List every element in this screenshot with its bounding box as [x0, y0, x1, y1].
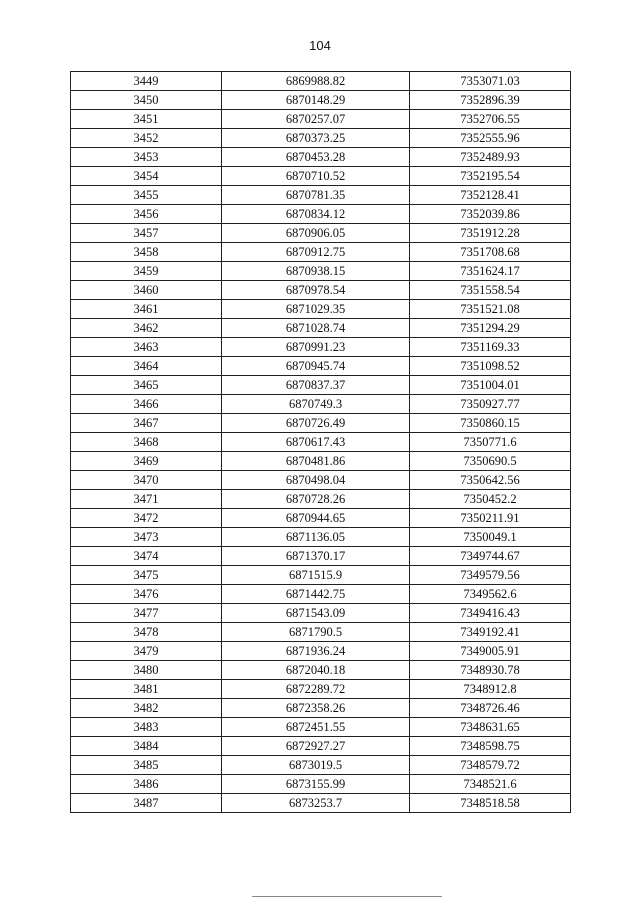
page-number: 104 [309, 38, 331, 53]
x-coordinate-cell: 6870944.65 [222, 509, 410, 528]
table-row [71, 91, 571, 110]
x-coordinate-cell: 6870978.54 [222, 281, 410, 300]
point-number-cell: 3482 [71, 699, 222, 718]
x-coordinate-cell: 6871543.09 [222, 604, 410, 623]
y-coordinate-cell: 7348579.72 [410, 756, 571, 775]
point-number-cell: 3485 [71, 756, 222, 775]
table-row [71, 585, 571, 604]
x-coordinate-cell: 6870834.12 [222, 205, 410, 224]
x-coordinate-cell: 6872358.26 [222, 699, 410, 718]
point-number-cell: 3461 [71, 300, 222, 319]
table-row [71, 414, 571, 433]
table-row [71, 338, 571, 357]
point-number-cell: 3453 [71, 148, 222, 167]
y-coordinate-cell: 7351004.01 [410, 376, 571, 395]
y-coordinate-cell: 7350927.77 [410, 395, 571, 414]
point-number-cell: 3468 [71, 433, 222, 452]
point-number-cell: 3470 [71, 471, 222, 490]
x-coordinate-cell: 6871029.35 [222, 300, 410, 319]
x-coordinate-cell: 6870912.75 [222, 243, 410, 262]
y-coordinate-cell: 7349744.67 [410, 547, 571, 566]
point-number-cell: 3462 [71, 319, 222, 338]
x-coordinate-cell: 6871515.9 [222, 566, 410, 585]
coordinates-table [70, 71, 571, 813]
table-row [71, 452, 571, 471]
point-number-cell: 3455 [71, 186, 222, 205]
point-number-cell: 3477 [71, 604, 222, 623]
y-coordinate-cell: 7352039.86 [410, 205, 571, 224]
point-number-cell: 3474 [71, 547, 222, 566]
x-coordinate-cell: 6871370.17 [222, 547, 410, 566]
y-coordinate-cell: 7348521.6 [410, 775, 571, 794]
x-coordinate-cell: 6873155.99 [222, 775, 410, 794]
x-coordinate-cell: 6872040.18 [222, 661, 410, 680]
table-row [71, 357, 571, 376]
point-number-cell: 3456 [71, 205, 222, 224]
point-number-cell: 3479 [71, 642, 222, 661]
table-row [71, 756, 571, 775]
point-number-cell: 3464 [71, 357, 222, 376]
x-coordinate-cell: 6871790.5 [222, 623, 410, 642]
x-coordinate-cell: 6870749.3 [222, 395, 410, 414]
table-row [71, 262, 571, 281]
point-number-cell: 3484 [71, 737, 222, 756]
y-coordinate-cell: 7349579.56 [410, 566, 571, 585]
table-row [71, 433, 571, 452]
table-row [71, 661, 571, 680]
x-coordinate-cell: 6872289.72 [222, 680, 410, 699]
table-row [71, 680, 571, 699]
y-coordinate-cell: 7350642.56 [410, 471, 571, 490]
x-coordinate-cell: 6870837.37 [222, 376, 410, 395]
point-number-cell: 3475 [71, 566, 222, 585]
table-row [71, 623, 571, 642]
x-coordinate-cell: 6873019.5 [222, 756, 410, 775]
table-row [71, 490, 571, 509]
table-row [71, 471, 571, 490]
y-coordinate-cell: 7352896.39 [410, 91, 571, 110]
y-coordinate-cell: 7352195.54 [410, 167, 571, 186]
y-coordinate-cell: 7351558.54 [410, 281, 571, 300]
x-coordinate-cell: 6870148.29 [222, 91, 410, 110]
table-row [71, 642, 571, 661]
point-number-cell: 3483 [71, 718, 222, 737]
y-coordinate-cell: 7352555.96 [410, 129, 571, 148]
x-coordinate-cell: 6870481.86 [222, 452, 410, 471]
table-row [71, 566, 571, 585]
table-row [71, 509, 571, 528]
point-number-cell: 3471 [71, 490, 222, 509]
y-coordinate-cell: 7348631.65 [410, 718, 571, 737]
table-row [71, 395, 571, 414]
point-number-cell: 3459 [71, 262, 222, 281]
table-row [71, 528, 571, 547]
table-row [71, 186, 571, 205]
x-coordinate-cell: 6870617.43 [222, 433, 410, 452]
table-row [71, 281, 571, 300]
point-number-cell: 3476 [71, 585, 222, 604]
table-row [71, 148, 571, 167]
x-coordinate-cell: 6872927.27 [222, 737, 410, 756]
table-row [71, 243, 571, 262]
y-coordinate-cell: 7351169.33 [410, 338, 571, 357]
y-coordinate-cell: 7350049.1 [410, 528, 571, 547]
x-coordinate-cell: 6871028.74 [222, 319, 410, 338]
table-row [71, 699, 571, 718]
y-coordinate-cell: 7352706.55 [410, 110, 571, 129]
point-number-cell: 3487 [71, 794, 222, 813]
table-row [71, 376, 571, 395]
table-row [71, 737, 571, 756]
table-row [71, 205, 571, 224]
table-row [71, 604, 571, 623]
x-coordinate-cell: 6870781.35 [222, 186, 410, 205]
point-number-cell: 3466 [71, 395, 222, 414]
point-number-cell: 3451 [71, 110, 222, 129]
x-coordinate-cell: 6871442.75 [222, 585, 410, 604]
table-row [71, 547, 571, 566]
y-coordinate-cell: 7350860.15 [410, 414, 571, 433]
y-coordinate-cell: 7352489.93 [410, 148, 571, 167]
point-number-cell: 3454 [71, 167, 222, 186]
table-body [71, 72, 571, 813]
point-number-cell: 3478 [71, 623, 222, 642]
x-coordinate-cell: 6870728.26 [222, 490, 410, 509]
x-coordinate-cell: 6870906.05 [222, 224, 410, 243]
x-coordinate-cell: 6870453.28 [222, 148, 410, 167]
x-coordinate-cell: 6871136.05 [222, 528, 410, 547]
y-coordinate-cell: 7351521.08 [410, 300, 571, 319]
x-coordinate-cell: 6870945.74 [222, 357, 410, 376]
y-coordinate-cell: 7350690.5 [410, 452, 571, 471]
x-coordinate-cell: 6869988.82 [222, 72, 410, 91]
y-coordinate-cell: 7349562.6 [410, 585, 571, 604]
x-coordinate-cell: 6872451.55 [222, 718, 410, 737]
point-number-cell: 3469 [71, 452, 222, 471]
point-number-cell: 3465 [71, 376, 222, 395]
table-row [71, 72, 571, 91]
x-coordinate-cell: 6873253.7 [222, 794, 410, 813]
x-coordinate-cell: 6870726.49 [222, 414, 410, 433]
point-number-cell: 3458 [71, 243, 222, 262]
y-coordinate-cell: 7351098.52 [410, 357, 571, 376]
y-coordinate-cell: 7353071.03 [410, 72, 571, 91]
y-coordinate-cell: 7349005.91 [410, 642, 571, 661]
point-number-cell: 3480 [71, 661, 222, 680]
point-number-cell: 3452 [71, 129, 222, 148]
y-coordinate-cell: 7350771.6 [410, 433, 571, 452]
point-number-cell: 3481 [71, 680, 222, 699]
table-row [71, 224, 571, 243]
table-row [71, 167, 571, 186]
y-coordinate-cell: 7349192.41 [410, 623, 571, 642]
point-number-cell: 3467 [71, 414, 222, 433]
y-coordinate-cell: 7348598.75 [410, 737, 571, 756]
y-coordinate-cell: 7352128.41 [410, 186, 571, 205]
point-number-cell: 3463 [71, 338, 222, 357]
y-coordinate-cell: 7348518.58 [410, 794, 571, 813]
table-row [71, 775, 571, 794]
x-coordinate-cell: 6871936.24 [222, 642, 410, 661]
point-number-cell: 3449 [71, 72, 222, 91]
table-row [71, 319, 571, 338]
table-row [71, 718, 571, 737]
table-row [71, 300, 571, 319]
footer-line [252, 896, 442, 897]
y-coordinate-cell: 7351294.29 [410, 319, 571, 338]
table-row [71, 794, 571, 813]
x-coordinate-cell: 6870257.07 [222, 110, 410, 129]
y-coordinate-cell: 7351708.68 [410, 243, 571, 262]
point-number-cell: 3457 [71, 224, 222, 243]
point-number-cell: 3450 [71, 91, 222, 110]
point-number-cell: 3486 [71, 775, 222, 794]
point-number-cell: 3460 [71, 281, 222, 300]
y-coordinate-cell: 7351624.17 [410, 262, 571, 281]
y-coordinate-cell: 7348912.8 [410, 680, 571, 699]
y-coordinate-cell: 7351912.28 [410, 224, 571, 243]
x-coordinate-cell: 6870373.25 [222, 129, 410, 148]
y-coordinate-cell: 7350211.91 [410, 509, 571, 528]
y-coordinate-cell: 7349416.43 [410, 604, 571, 623]
x-coordinate-cell: 6870938.15 [222, 262, 410, 281]
table-row [71, 110, 571, 129]
y-coordinate-cell: 7348726.46 [410, 699, 571, 718]
point-number-cell: 3472 [71, 509, 222, 528]
point-number-cell: 3473 [71, 528, 222, 547]
x-coordinate-cell: 6870991.23 [222, 338, 410, 357]
y-coordinate-cell: 7350452.2 [410, 490, 571, 509]
x-coordinate-cell: 6870710.52 [222, 167, 410, 186]
y-coordinate-cell: 7348930.78 [410, 661, 571, 680]
table-row [71, 129, 571, 148]
x-coordinate-cell: 6870498.04 [222, 471, 410, 490]
